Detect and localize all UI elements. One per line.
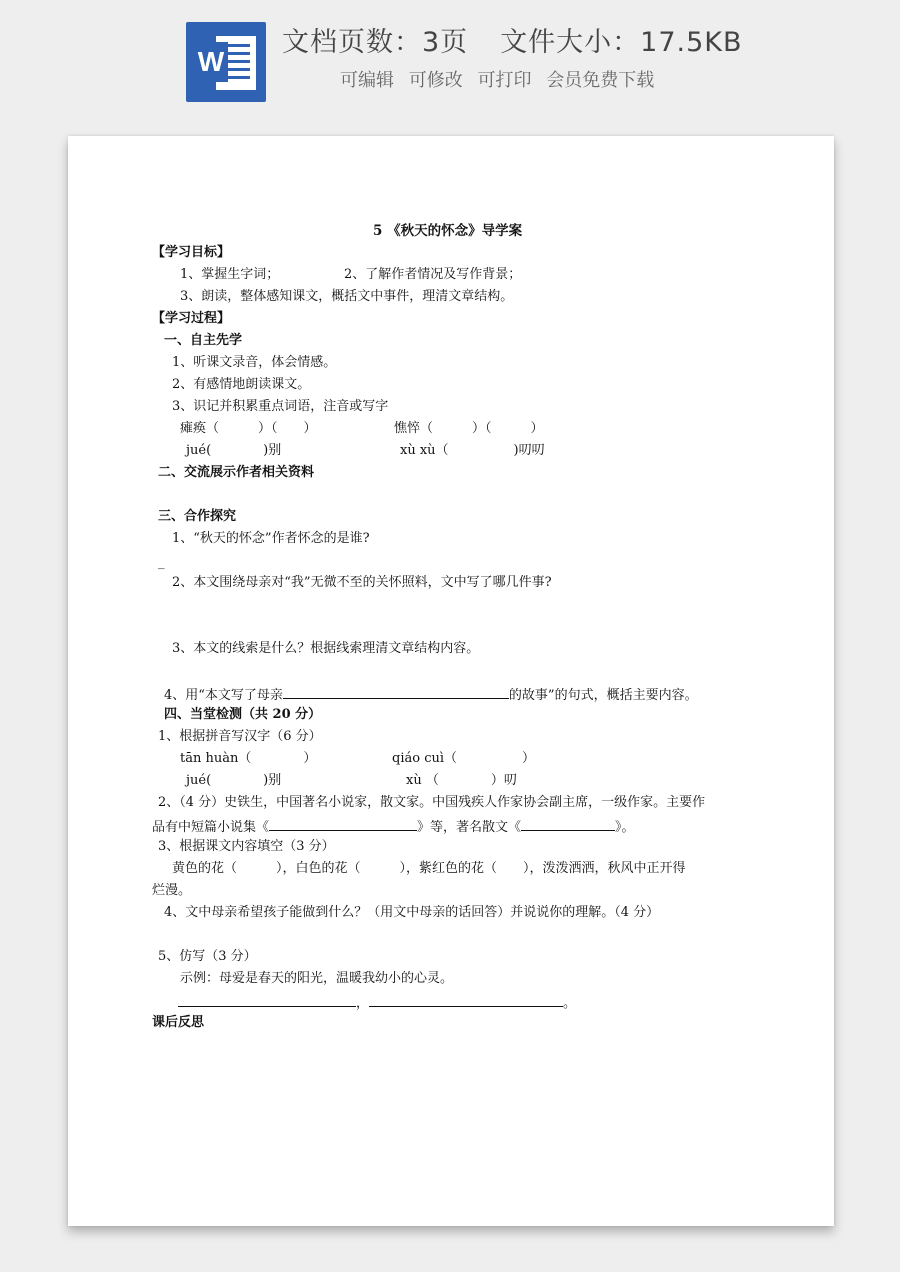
question-4-prefix: 4、用“本文写了母亲 (164, 688, 283, 703)
test-5-comma: ， (356, 996, 370, 1011)
test-1-jue: jué( )别 (186, 773, 282, 788)
test-5-answer-line (178, 992, 576, 1013)
process-heading: 【学习过程】 (152, 311, 231, 326)
test-1: 1、根据拼音写汉字（6 分） (158, 729, 322, 744)
feature-printable: 可打印 (477, 70, 532, 91)
test-1-xu: xù （ ）叨 (406, 773, 517, 788)
word-blank-jue: jué( )别 (186, 443, 282, 458)
test-3-line-2: 烂漫。 (152, 883, 192, 898)
word-icon-letter: W (194, 42, 228, 82)
feature-editable: 可编辑 (340, 70, 394, 91)
test-1-tanhuan: tān huàn（ ） (180, 751, 317, 766)
doc-title: 5 《秋天的怀念》导学案 (373, 223, 523, 239)
test-5-blank-2 (369, 992, 563, 1007)
stray-dash: _ (158, 555, 165, 570)
test-2-end: 》。 (615, 820, 635, 835)
goal-2: 2、了解作者情况及写作背景； (344, 267, 522, 282)
after-class-reflection: 课后反思 (152, 1015, 205, 1030)
feature-member-download: 会员免费下载 (546, 70, 655, 91)
file-size: 文件大小：17.5KB (500, 27, 743, 58)
word-file-icon (186, 22, 266, 102)
word-blank-haggard: 憔悴（ ）（ ） (394, 421, 544, 436)
section-1-item-1: 1、听课文录音，体会情感。 (172, 355, 337, 370)
question-4-suffix: 的故事”的句式，概括主要内容。 (508, 688, 698, 703)
test-1-qiaocui: qiáo cuì（ ） (392, 751, 536, 766)
section-1-item-2: 2、有感情地朗读课文。 (172, 377, 311, 392)
section-2-heading: 二、交流展示作者相关资料 (158, 465, 315, 480)
goal-3: 3、朗读，整体感知课文，概括文中事件，理清文章结构。 (180, 289, 514, 304)
goals-heading: 【学习目标】 (152, 245, 231, 260)
test-5-blank-1 (178, 992, 356, 1007)
test-4: 4、文中母亲希望孩子能做到什么？（用文中母亲的话回答）并说说你的理解。（4 分） (164, 905, 660, 920)
test-5: 5、仿写（3 分） (158, 949, 257, 964)
file-info-line (282, 20, 743, 59)
word-blank-paralysis: 瘫痪（ ）（ ） (180, 421, 317, 436)
question-3: 3、本文的线索是什么？根据线索理清文章结构内容。 (172, 641, 480, 656)
question-4-blank (283, 684, 509, 699)
test-2-essay-blank (521, 816, 615, 831)
feature-list (340, 66, 663, 92)
question-2: 2、本文围绕母亲对“我”无微不至的关怀照料，文中写了哪几件事? (172, 575, 552, 590)
question-4 (164, 684, 698, 705)
test-2-line-1: 2、（4 分）史铁生，中国著名小说家，散文家。中国残疾人作家协会副主席，一级作家。主要作 (158, 795, 706, 810)
document-page (68, 136, 834, 1226)
question-1: 1、“秋天的怀念”作者怀念的是谁? (172, 531, 370, 546)
test-2-novel-blank (269, 816, 417, 831)
word-blank-xuxu: xù xù（ )叨叨 (400, 443, 545, 458)
goal-1: 1、掌握生字词； (180, 267, 280, 282)
test-5-example: 示例：母爱是春天的阳光，温暖我幼小的心灵。 (180, 971, 454, 986)
document-header (0, 0, 900, 120)
section-3-heading: 三、合作探究 (158, 509, 237, 524)
test-5-period: 。 (563, 996, 577, 1011)
test-3-line-1: 黄色的花（ ），白色的花（ ），紫红色的花（ ），泼泼洒洒，秋风中正开得 (172, 861, 686, 876)
test-2-prefix: 品有中短篇小说集《 (152, 820, 270, 835)
section-1-heading: 一、自主先学 (164, 333, 243, 348)
section-4-heading: 四、当堂检测（共 20 分） (164, 707, 322, 722)
feature-modifiable: 可修改 (408, 70, 463, 91)
page-count: 文档页数：3页 (282, 27, 469, 58)
test-2-middle: 》等，著名散文《 (417, 820, 522, 835)
test-3: 3、根据课文内容填空（3 分） (158, 839, 335, 854)
section-1-item-3: 3、识记并积累重点词语，注音或写字 (172, 399, 389, 414)
test-2-line-2 (152, 816, 635, 837)
